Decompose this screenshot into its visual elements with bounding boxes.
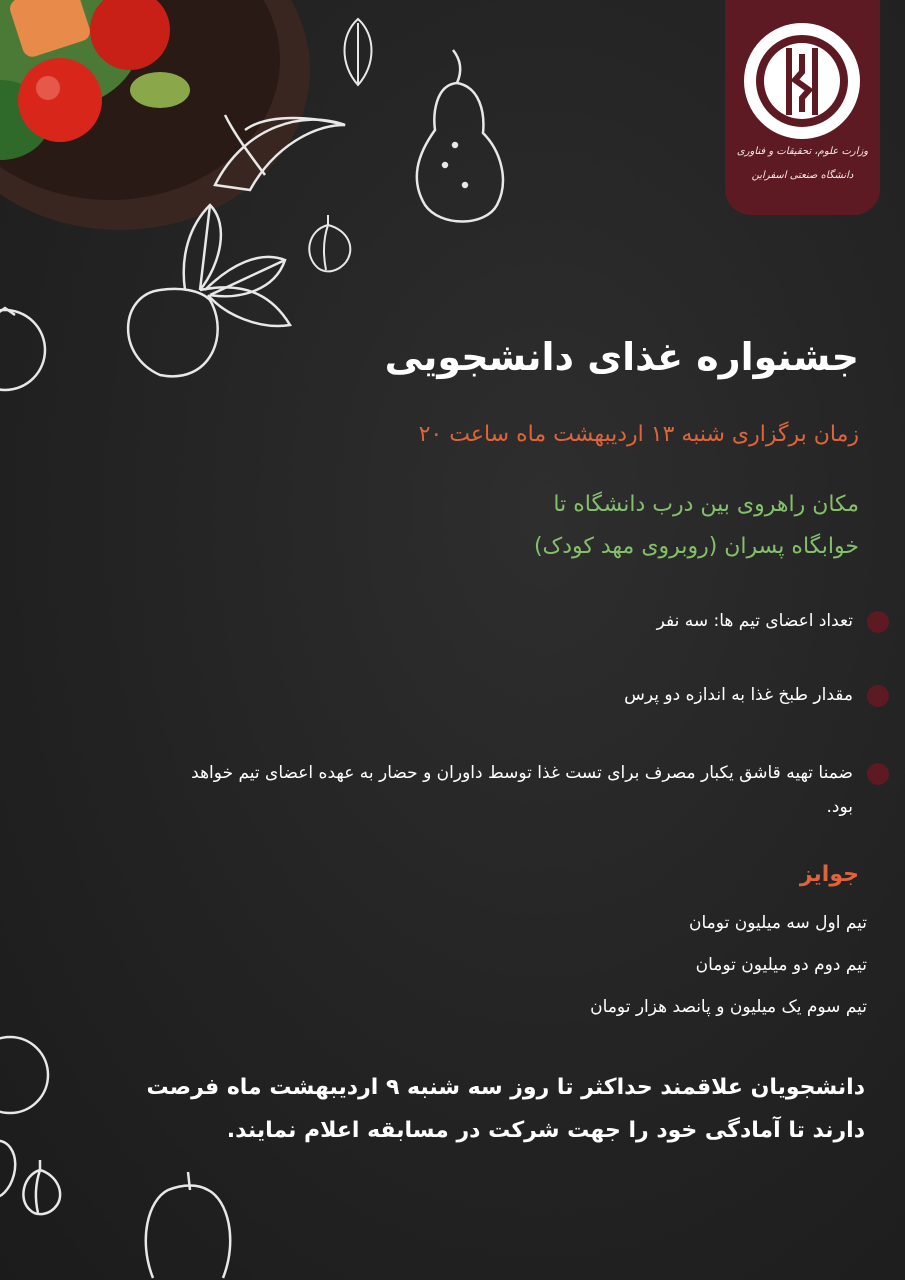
event-time: زمان برگزاری شنبه ۱۳ اردیبهشت ماه ساعت ۲۰ — [418, 422, 859, 447]
bullet-dot-icon — [867, 685, 889, 707]
rule-item — [189, 756, 889, 824]
logo-caption-university: دانشگاه صنعتی اسفراین — [751, 170, 854, 181]
prize-item: تیم اول سه میلیون تومان — [689, 913, 867, 933]
event-place-line-1: مکان راهروی بین درب دانشگاه تا — [553, 492, 859, 517]
call-to-action: دانشجویان علاقمند حداکثر تا روز سه شنبه ۹ اردیبهشت ماه فرصت دارند تا آمادگی خود را جهت شرکت در مسابقه اعلام نمایند. — [146, 1075, 865, 1143]
rule-text: مقدار طبخ غذا به اندازه دو پرس — [624, 685, 853, 705]
garlic-doodle-icon — [298, 210, 358, 275]
logo-caption-ministry: وزارت علوم، تحقیقات و فناوری — [736, 146, 869, 157]
banana-doodle-icon — [205, 95, 355, 205]
beet-doodle-icon — [100, 195, 300, 385]
pear-doodle-icon — [405, 45, 515, 230]
event-place-line-2: خوابگاه پسران (روبروی مهد کودک) — [533, 534, 859, 559]
tomato-doodle-icon — [0, 290, 50, 400]
rule-item — [259, 604, 889, 638]
prize-item: تیم سوم یک میلیون و پانصد هزار تومان — [590, 997, 867, 1017]
rule-item — [259, 678, 889, 712]
vegetables-doodle-icon — [0, 1035, 105, 1275]
prizes-list — [590, 902, 867, 1028]
university-logo — [725, 0, 880, 215]
rule-text: تعداد اعضای تیم ها: سه نفر — [656, 611, 853, 631]
prizes-heading: جوایز — [799, 862, 859, 887]
prize-item: تیم دوم دو میلیون تومان — [695, 955, 867, 975]
page-title: جشنواره غذای دانشجویی — [384, 335, 859, 379]
event-place — [299, 484, 859, 568]
leaf-doodle-icon — [338, 15, 378, 90]
bullet-dot-icon — [867, 763, 889, 785]
bullet-dot-icon — [867, 611, 889, 633]
rule-text: ضمنا تهیه قاشق یکبار مصرف برای تست غذا توسط داوران و حضار به عهده اعضای تیم خواهد بود. — [191, 763, 853, 817]
pear-bottom-doodle-icon — [128, 1170, 248, 1280]
university-emblem-icon — [741, 20, 863, 146]
